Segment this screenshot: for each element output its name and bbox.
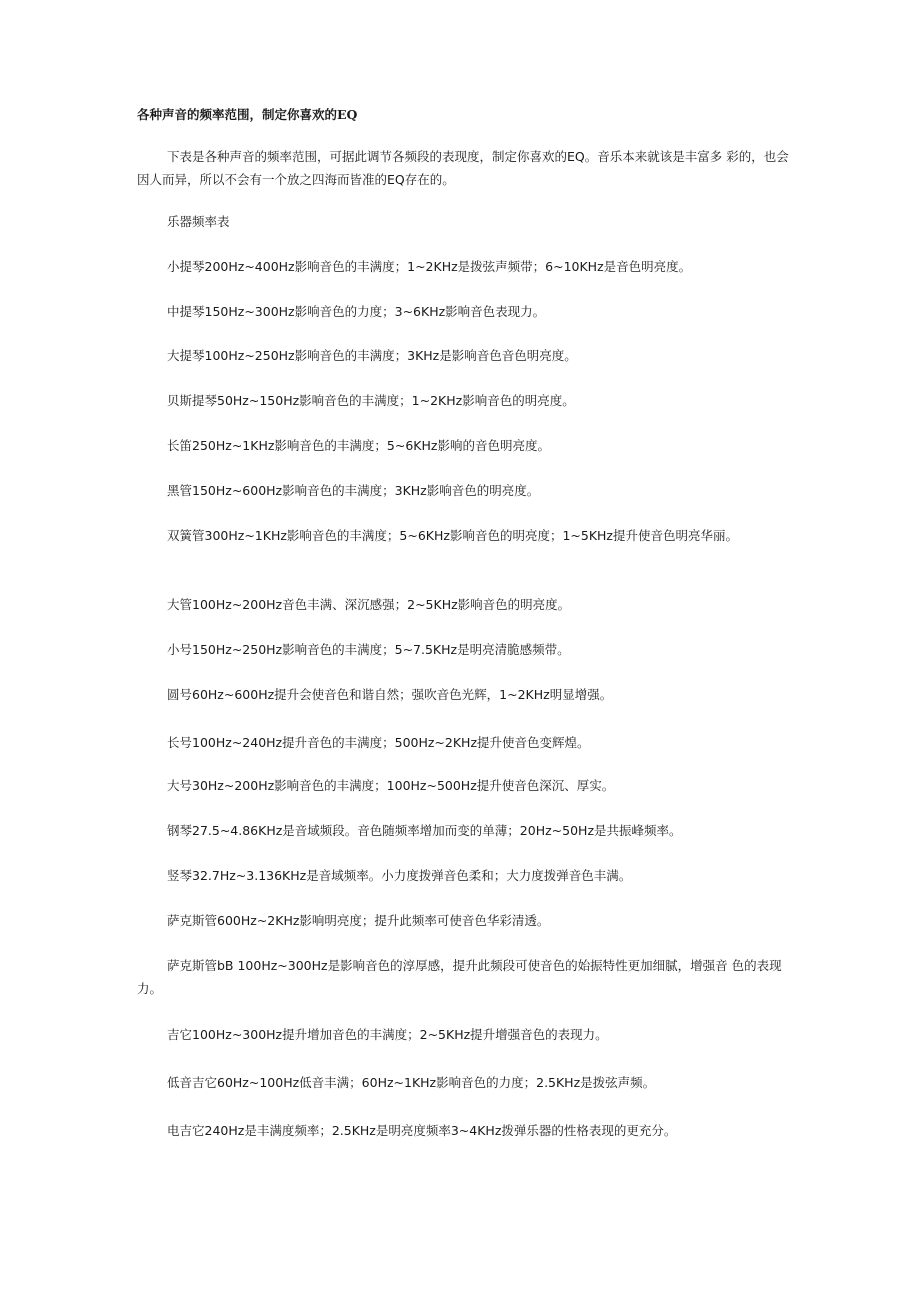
list-item: 小号150Hz~250Hz影响音色的丰满度；5~7.5KHz是明亮清脆感频带。 bbox=[167, 642, 570, 657]
list-item: 电吉它240Hz是丰满度频率；2.5KHz是明亮度频率3~4KHz拨弹乐器的性格表现的更充分。 bbox=[167, 1123, 677, 1138]
intro-paragraph: 下表是各种声音的频率范围，可据此调节各频段的表现度，制定你喜欢的EQ。音乐本来就该是丰富多 彩的，也会因人而异，所以不会有一个放之四海而皆准的EQ存在的。 bbox=[137, 149, 789, 187]
list-item: 低音吉它60Hz~100Hz低音丰满；60Hz~1KHz影响音色的力度；2.5KHz是拨弦声频。 bbox=[167, 1075, 656, 1090]
list-item: 吉它100Hz~300Hz提升增加音色的丰满度；2~5KHz提升增强音色的表现力。 bbox=[167, 1027, 608, 1042]
list-item: 大号30Hz~200Hz影响音色的丰满度；100Hz~500Hz提升使音色深沉、厚实。 bbox=[167, 778, 615, 793]
list-item: 大提琴100Hz~250Hz影响音色的丰满度；3KHz是影响音色音色明亮度。 bbox=[167, 348, 577, 363]
list-item: 大管100Hz~200Hz音色丰满、深沉感强；2~5KHz影响音色的明亮度。 bbox=[167, 597, 571, 612]
list-item: 长笛250Hz~1KHz影响音色的丰满度；5~6KHz影响的音色明亮度。 bbox=[167, 438, 550, 453]
list-item: 圆号60Hz~600Hz提升会使音色和谐自然；强吹音色光辉，1~2KHz明显增强。 bbox=[167, 687, 613, 702]
section-heading: 乐器频率表 bbox=[167, 214, 230, 229]
list-item: 萨克斯管600Hz~2KHz影响明亮度；提升此频率可使音色华彩清透。 bbox=[167, 913, 550, 928]
list-item-sax-bb: 萨克斯管bB 100Hz~300Hz是影响音色的淳厚感，提升此频段可使音色的始振特性更加细腻，增强音 色的表现力。 bbox=[137, 958, 782, 996]
list-item: 黑管150Hz~600Hz影响音色的丰满度；3KHz影响音色的明亮度。 bbox=[167, 483, 540, 498]
page-title: 各种声音的频率范围，制定你喜欢的EQ bbox=[137, 107, 358, 122]
list-item: 双簧管300Hz~1KHz影响音色的丰满度；5~6KHz影响音色的明亮度；1~5KHz提升使音色明亮华丽。 bbox=[167, 528, 738, 543]
list-item: 小提琴200Hz~400Hz影响音色的丰满度；1~2KHz是拨弦声频带；6~10KHz是音色明亮度。 bbox=[167, 259, 692, 274]
list-item: 钢琴27.5~4.86KHz是音域频段。音色随频率增加而变的单薄；20Hz~50Hz是共振峰频率。 bbox=[167, 823, 682, 838]
list-item: 贝斯提琴50Hz~150Hz影响音色的丰满度；1~2KHz影响音色的明亮度。 bbox=[167, 393, 575, 408]
list-item: 长号100Hz~240Hz提升音色的丰满度；500Hz~2KHz提升使音色变辉煌。 bbox=[167, 735, 590, 750]
list-item: 竖琴32.7Hz~3.136KHz是音域频率。小力度拨弹音色柔和；大力度拨弹音色丰满。 bbox=[167, 868, 632, 883]
list-item: 中提琴150Hz~300Hz影响音色的力度；3~6KHz影响音色表现力。 bbox=[167, 304, 546, 319]
